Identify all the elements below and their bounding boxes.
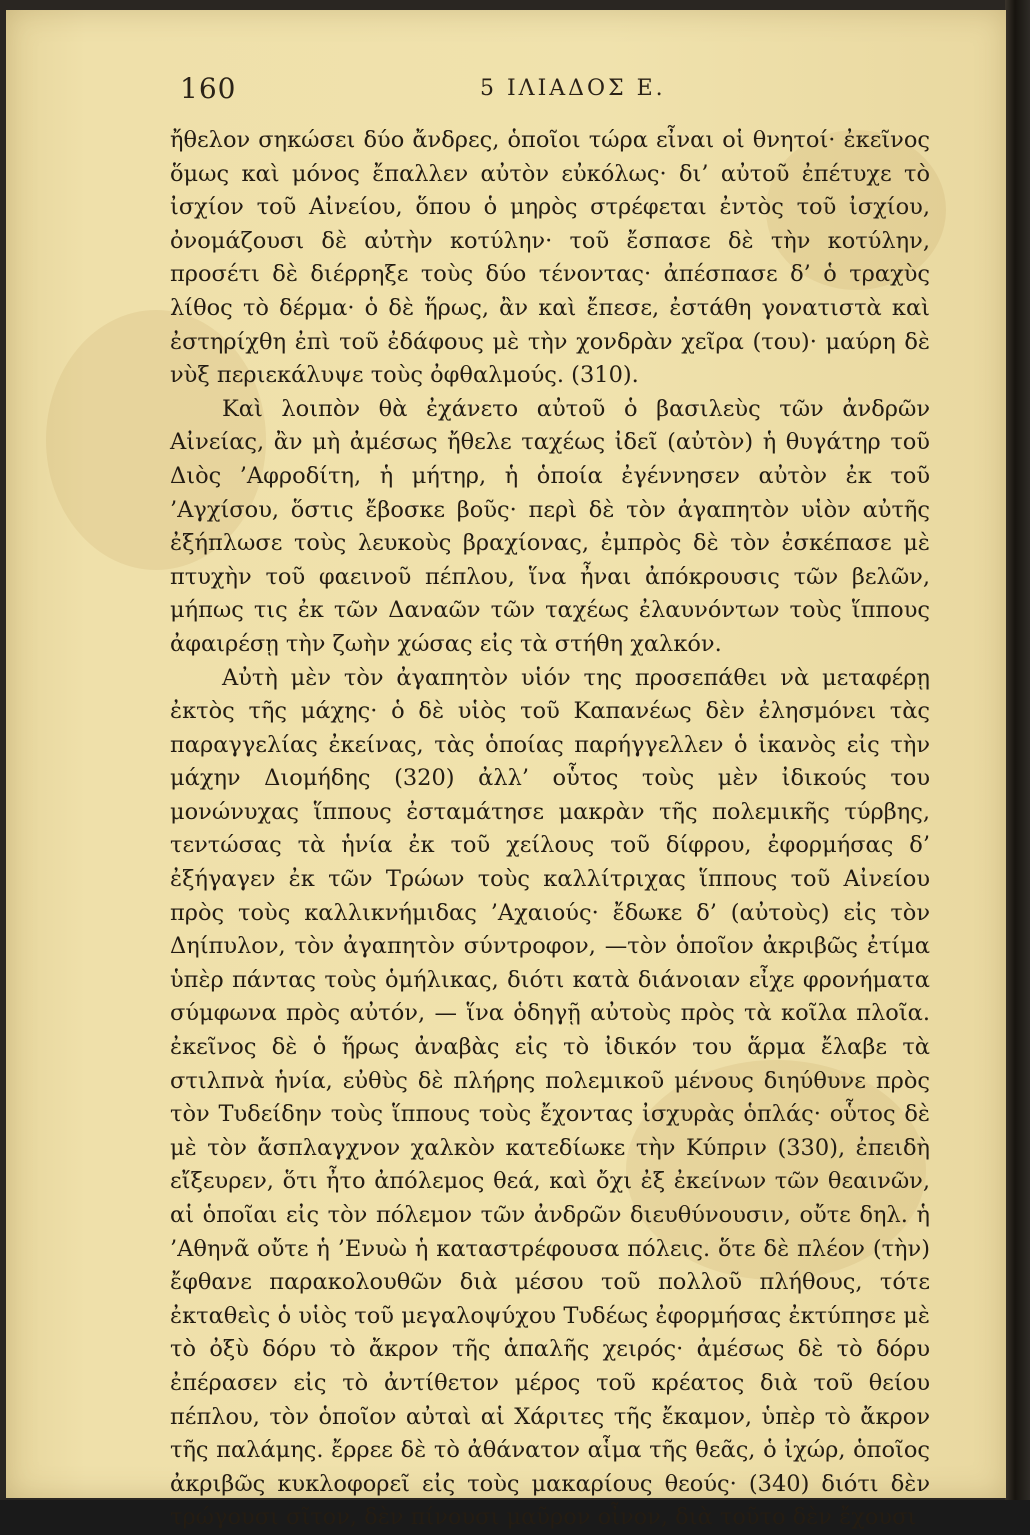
running-head: 5 ΙΛΙΑΔΟΣ Ε. — [480, 76, 666, 101]
paragraph: Καὶ λοιπὸν θὰ ἐχάνετο αὐτοῦ ὁ βασιλεὺς τῶν ἀνδρῶν Αἰνείας, ἂν μὴ ἀμέσως ἤθελε ταχέως ἰδεῖ (αὐτὸν) ἡ θυγάτηρ τοῦ Διὸς ’Αφροδίτη, ἡ μήτηρ, ἡ ὁποία ἐγέννησεν αὐτὸν ἐκ τοῦ ’Αγχίσου, ὅστις ἔβοσκε βοῦς· περὶ δὲ τὸν ἀγαπητὸν υἱὸν αὐτῆς ἐξήπλωσε τοὺς λευκοὺς βραχίονας, ἐμπρὸς δὲ τὸν ἐσκέπασε μὲ πτυχὴν τοῦ φαεινοῦ πέπλου, ἵνα ἦναι ἀπόκρουσις τῶν βελῶν, μήπως τις ἐκ τῶν Δαναῶν τῶν ταχέως ἐλαυνόντων τοὺς ἵππους ἀφαιρέσῃ τὴν ζωὴν χώσας εἰς τὰ στήθη χαλκόν. — [170, 395, 930, 657]
paragraph: Αὐτὴ μὲν τὸν ἀγαπητὸν υἱόν της προσεπάθει νὰ μεταφέρῃ ἐκτὸς τῆς μάχης· ὁ δὲ υἱὸς τοῦ Καπανέως δὲν ἐλησμόνει τὰς παραγγελίας ἐκείνας, τὰς ὁποίας παρήγγελλεν ὁ ἱκανὸς εἰς τὴν μάχην Διομήδης (320) ἀλλ’ οὗτος τοὺς μὲν ἰδικούς του μονώνυχας ἵππους ἐσταμάτησε μακρὰν τῆς πολεμικῆς τύρβης, τεντώσας τὰ ἡνία ἐκ τοῦ χείλους τοῦ δίφρου, ἐφορμήσας δ’ ἐξήγαγεν ἐκ τῶν Τρώων τοὺς καλλίτριχας ἵππους τοῦ Αἰνείου πρὸς τοὺς καλλικνήμιδας ’Αχαιούς· ἔδωκε δ’ (αὐτοὺς) εἰς τὸν Δηίπυλον, τὸν ἀγαπητὸν σύντροφον, —τὸν ὁποῖον ἀκριβῶς ἐτίμα ὑπὲρ πάντας τοὺς ὁμήλικας, διότι κατὰ διάνοιαν εἶχε φρονήματα σύμφωνα πρὸς αὐτόν, — ἵνα ὁδηγῇ αὐτοὺς πρὸς τὰ κοῖλα πλοῖα. ἐκεῖνος δὲ ὁ ἥρως ἀναβὰς εἰς τὸ ἰδικόν του ἅρμα ἔλαβε τὰ στιλπνὰ ἡνία, εὐθὺς δὲ πλήρης πολεμικοῦ μένους διηύθυνε πρὸς τὸν Τυδείδην τοὺς ἵππους τοὺς ἔχοντας ἰσχυρὰς ὁπλάς· οὗτος δὲ μὲ τὸν ἄσπλαγχνον χαλκὸν κατεδίωκε τὴν Κύπριν (330), ἐπειδὴ εἴξευρεν, ὅτι ἦτο ἀπόλεμος θεά, καὶ ὄχι ἐξ ἐκείνων τῶν θεαινῶν, αἱ ὁποῖαι εἰς τὸν πόλεμον τῶν ἀνδρῶν διευθύνουσιν, οὔτε δηλ. ἡ ’Αθηνᾶ οὔτε ἡ ’Ενυὼ ἡ καταστρέφουσα πόλεις. ὅτε δὲ πλέον (τὴν) ἔφθανε παρακολουθῶν διὰ μέσου τοῦ πολλοῦ πλήθους, τότε ἐκταθεὶς ὁ υἱὸς τοῦ μεγαλοψύχου Τυδέως ἐφορμήσας ἐκτύπησε μὲ τὸ ὀξὺ δόρυ τὸ ἄκρον τῆς ἁπαλῆς χειρός· ἀμέσως δὲ τὸ δόρυ ἐπέρασεν εἰς τὸ ἀντίθετον μέρος τοῦ κρέατος διὰ τοῦ θείου πέπλου, τὸν ὁποῖον αὐταὶ αἱ Χάριτες τῆς ἔκαμον, ὑπὲρ τὸ ἄκρον τῆς παλάμης. ἔρρεε δὲ τὸ ἀθάνατον αἷμα τῆς θεᾶς, ὁ ἰχώρ, ὁποῖος ἀκριβῶς κυκλοφορεῖ εἰς τοὺς μακαρίους θεούς· (340) διότι δὲν τρώγουσι σῖτον, δὲν πίνουσι μαῦρον οἶνον, διὰ τοῦτο δὲν ἔχουσι — [170, 664, 930, 1531]
page-header — [170, 72, 970, 108]
book-edge — [1005, 0, 1030, 1500]
body-text — [170, 124, 930, 1535]
paragraph: ἤθελον σηκώσει δύο ἄνδρες, ὁποῖοι τώρα εἶναι οἱ θνητοί· ἐκεῖνος ὅμως καὶ μόνος ἔπαλλεν αὐτὸν εὐκόλως· δι’ αὐτοῦ ἐπέτυχε τὸ ἰσχίον τοῦ Αἰνείου, ὅπου ὁ μηρὸς στρέφεται ἐντὸς τοῦ ἰσχίου, ὀνομάζουσι δὲ αὐτὴν κοτύλην· τοῦ ἔσπασε δὲ τὴν κοτύλην, προσέτι δὲ διέρρηξε τοὺς δύο τένοντας· ἀπέσπασε δ’ ὁ τραχὺς λίθος τὸ δέρμα· ὁ δὲ ἥρως, ἂν καὶ ἔπεσε, ἐστάθη γονατιστὰ καὶ ἐστηρίχθη ἐπὶ τοῦ ἐδάφους μὲ τὴν χονδρὰν χεῖρα (του)· μαύρη δὲ νὺξ περιεκάλυψε τοὺς ὀφθαλμούς. (310). — [170, 127, 930, 389]
page-number: 160 — [180, 72, 237, 105]
